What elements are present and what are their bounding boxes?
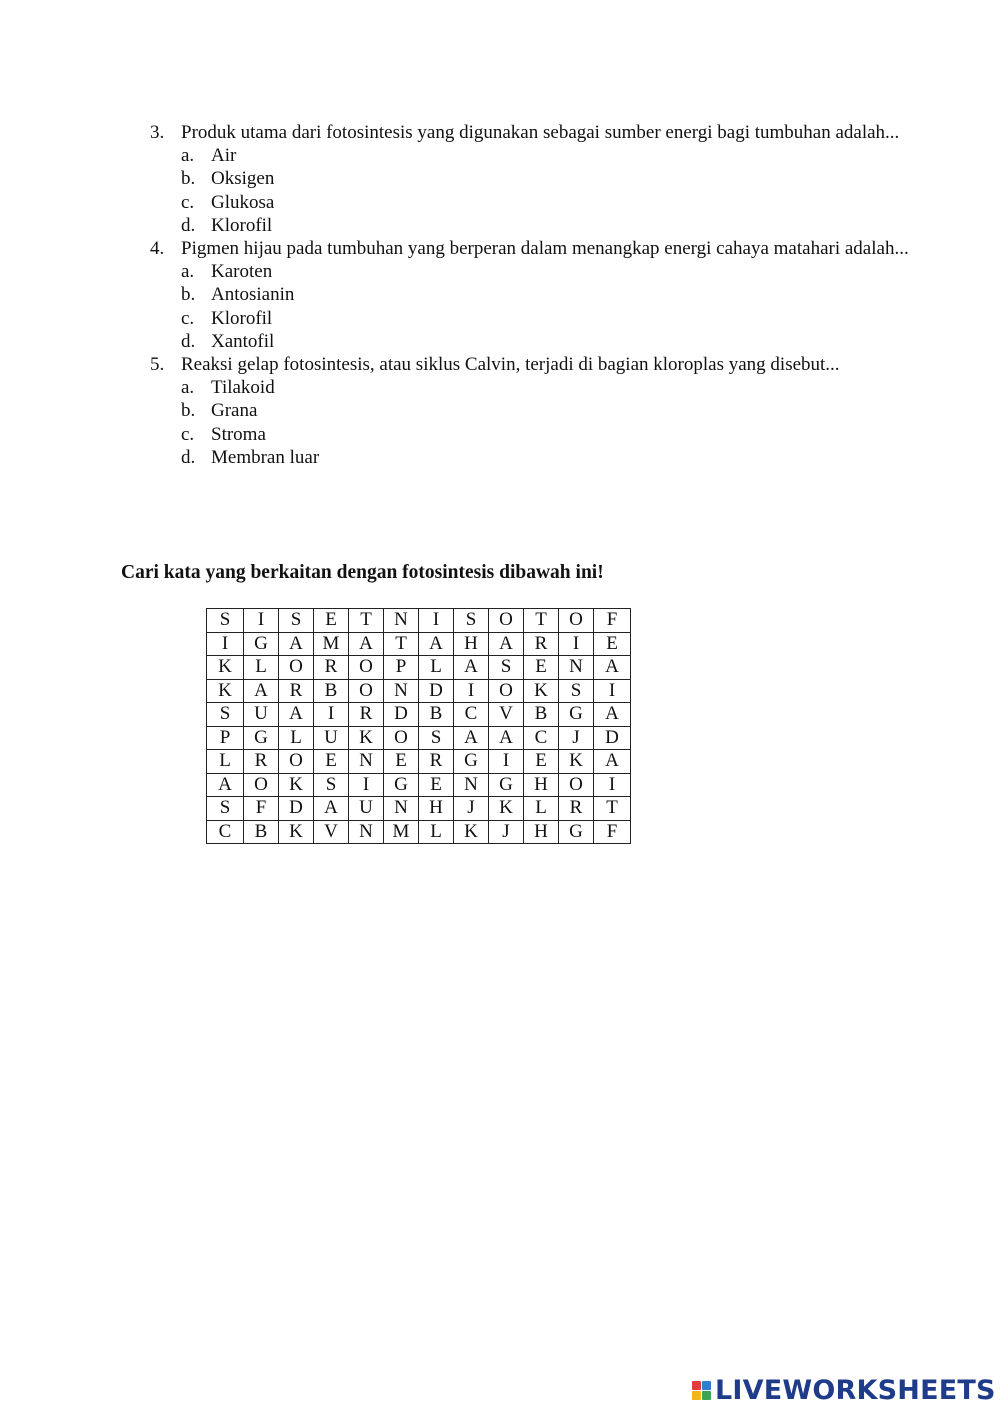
grid-cell[interactable]: K bbox=[454, 820, 489, 844]
grid-cell[interactable]: I bbox=[489, 750, 524, 774]
option-text: Stroma bbox=[211, 423, 266, 445]
grid-cell[interactable]: R bbox=[349, 703, 384, 727]
option-letter: a. bbox=[181, 377, 195, 399]
question-text: Reaksi gelap fotosintesis, atau siklus Calvin, terjadi di bagian kloroplas yang disebut... bbox=[181, 354, 840, 376]
grid-cell[interactable]: O bbox=[489, 679, 524, 703]
grid-cell[interactable]: R bbox=[279, 679, 314, 703]
grid-cell[interactable]: B bbox=[314, 679, 349, 703]
word-search-instruction: Cari kata yang berkaitan dengan fotosintesis dibawah ini! bbox=[121, 562, 604, 583]
grid-cell[interactable]: D bbox=[384, 703, 419, 727]
logo-text: LIVEWORKSHEETS bbox=[715, 1374, 996, 1406]
grid-cell[interactable]: A bbox=[594, 656, 631, 680]
grid-cell[interactable]: N bbox=[384, 797, 419, 821]
answer-option[interactable] bbox=[181, 330, 910, 353]
grid-cell[interactable]: E bbox=[384, 750, 419, 774]
grid-cell[interactable]: S bbox=[489, 656, 524, 680]
grid-cell[interactable]: S bbox=[559, 679, 594, 703]
grid-cell[interactable]: I bbox=[559, 632, 594, 656]
grid-cell[interactable]: L bbox=[419, 656, 454, 680]
grid-cell[interactable]: P bbox=[384, 656, 419, 680]
grid-cell[interactable]: G bbox=[244, 632, 279, 656]
grid-cell[interactable]: O bbox=[279, 750, 314, 774]
grid-row bbox=[207, 703, 631, 727]
grid-cell[interactable]: N bbox=[454, 773, 489, 797]
question-number: 3. bbox=[150, 122, 165, 143]
option-letter: b. bbox=[181, 400, 196, 422]
grid-cell[interactable]: N bbox=[559, 656, 594, 680]
logo-square bbox=[692, 1381, 701, 1390]
answer-option[interactable] bbox=[181, 376, 910, 399]
question-list bbox=[150, 121, 910, 469]
option-text: Xantofil bbox=[211, 330, 275, 352]
grid-cell[interactable]: A bbox=[594, 750, 631, 774]
grid-cell[interactable]: G bbox=[559, 820, 594, 844]
grid-cell[interactable]: C bbox=[207, 820, 244, 844]
grid-cell[interactable]: A bbox=[489, 632, 524, 656]
grid-cell[interactable]: K bbox=[207, 679, 244, 703]
grid-cell[interactable]: T bbox=[349, 609, 384, 633]
grid-cell[interactable]: O bbox=[279, 656, 314, 680]
question-item bbox=[150, 121, 910, 237]
question-number: 5. bbox=[150, 354, 165, 376]
grid-cell[interactable]: G bbox=[244, 726, 279, 750]
grid-cell[interactable]: E bbox=[524, 750, 559, 774]
grid-cell[interactable]: A bbox=[594, 703, 631, 727]
grid-cell[interactable]: L bbox=[207, 750, 244, 774]
answer-option[interactable] bbox=[181, 144, 910, 167]
option-text: Klorofil bbox=[211, 307, 273, 329]
grid-cell[interactable]: I bbox=[244, 609, 279, 633]
grid-row bbox=[207, 679, 631, 703]
option-letter: b. bbox=[181, 168, 196, 190]
grid-cell[interactable]: H bbox=[419, 797, 454, 821]
option-text: Antosianin bbox=[211, 284, 295, 306]
grid-row bbox=[207, 632, 631, 656]
grid-cell[interactable]: J bbox=[454, 797, 489, 821]
grid-cell[interactable]: E bbox=[419, 773, 454, 797]
grid-row bbox=[207, 797, 631, 821]
grid-cell[interactable]: R bbox=[244, 750, 279, 774]
grid-cell[interactable]: A bbox=[454, 726, 489, 750]
logo-square bbox=[692, 1391, 701, 1400]
grid-cell[interactable]: G bbox=[384, 773, 419, 797]
grid-cell[interactable]: K bbox=[279, 820, 314, 844]
grid-cell[interactable]: A bbox=[279, 703, 314, 727]
grid-cell[interactable]: K bbox=[279, 773, 314, 797]
grid-cell[interactable]: N bbox=[349, 750, 384, 774]
logo-mark-icon bbox=[692, 1381, 711, 1400]
question-text: Produk utama dari fotosintesis yang digunakan sebagai sumber energi bagi tumbuhan adalah... bbox=[181, 122, 900, 143]
grid-cell[interactable]: S bbox=[419, 726, 454, 750]
grid-cell[interactable]: G bbox=[454, 750, 489, 774]
grid-cell[interactable]: R bbox=[419, 750, 454, 774]
grid-cell[interactable]: H bbox=[524, 773, 559, 797]
grid-cell[interactable]: B bbox=[419, 703, 454, 727]
grid-cell[interactable]: S bbox=[207, 797, 244, 821]
grid-cell[interactable]: E bbox=[594, 632, 631, 656]
grid-row bbox=[207, 773, 631, 797]
question-number: 4. bbox=[150, 238, 165, 260]
option-letter: b. bbox=[181, 284, 196, 306]
grid-cell[interactable]: U bbox=[314, 726, 349, 750]
grid-cell[interactable]: U bbox=[349, 797, 384, 821]
grid-cell[interactable]: E bbox=[314, 609, 349, 633]
grid-cell[interactable]: D bbox=[594, 726, 631, 750]
option-text: Air bbox=[211, 145, 237, 167]
liveworksheets-logo[interactable] bbox=[692, 1374, 996, 1406]
grid-cell[interactable]: K bbox=[207, 656, 244, 680]
grid-cell[interactable]: I bbox=[594, 679, 631, 703]
grid-cell[interactable]: H bbox=[454, 632, 489, 656]
grid-cell[interactable]: L bbox=[244, 656, 279, 680]
grid-cell[interactable]: K bbox=[559, 750, 594, 774]
grid-cell[interactable]: T bbox=[594, 797, 631, 821]
grid-cell[interactable]: S bbox=[207, 703, 244, 727]
grid-cell[interactable]: K bbox=[349, 726, 384, 750]
answer-option[interactable] bbox=[181, 423, 910, 446]
question-text: Pigmen hijau pada tumbuhan yang berperan dalam menangkap energi cahaya matahari adalah... bbox=[181, 238, 909, 260]
answer-option[interactable] bbox=[181, 283, 910, 306]
option-letter: c. bbox=[181, 423, 195, 445]
grid-cell[interactable]: V bbox=[314, 820, 349, 844]
grid-cell[interactable]: O bbox=[349, 679, 384, 703]
option-text: Oksigen bbox=[211, 168, 275, 190]
grid-cell[interactable]: R bbox=[559, 797, 594, 821]
grid-cell[interactable]: N bbox=[384, 679, 419, 703]
grid-cell[interactable]: O bbox=[384, 726, 419, 750]
grid-cell[interactable]: J bbox=[489, 820, 524, 844]
grid-cell[interactable]: K bbox=[524, 679, 559, 703]
grid-cell[interactable]: F bbox=[594, 609, 631, 633]
answer-option[interactable] bbox=[181, 167, 910, 190]
grid-cell[interactable]: R bbox=[314, 656, 349, 680]
grid-cell[interactable]: D bbox=[279, 797, 314, 821]
grid-cell[interactable]: S bbox=[314, 773, 349, 797]
grid-cell[interactable]: V bbox=[489, 703, 524, 727]
option-letter: d. bbox=[181, 214, 196, 236]
answer-option[interactable] bbox=[181, 260, 910, 283]
grid-cell[interactable]: O bbox=[559, 609, 594, 633]
grid-row bbox=[207, 750, 631, 774]
grid-cell[interactable]: I bbox=[594, 773, 631, 797]
option-letter: c. bbox=[181, 191, 195, 213]
grid-cell[interactable]: S bbox=[279, 609, 314, 633]
grid-cell[interactable]: I bbox=[207, 632, 244, 656]
logo-square bbox=[702, 1381, 711, 1390]
logo-square bbox=[702, 1391, 711, 1400]
grid-cell[interactable]: A bbox=[349, 632, 384, 656]
grid-cell[interactable]: A bbox=[279, 632, 314, 656]
grid-cell[interactable]: O bbox=[489, 609, 524, 633]
option-text: Grana bbox=[211, 400, 258, 422]
grid-cell[interactable]: J bbox=[559, 726, 594, 750]
grid-cell[interactable]: R bbox=[524, 632, 559, 656]
grid-cell[interactable]: I bbox=[314, 703, 349, 727]
grid-cell[interactable]: G bbox=[559, 703, 594, 727]
answer-option[interactable] bbox=[181, 446, 910, 469]
option-letter: a. bbox=[181, 261, 195, 283]
grid-cell[interactable]: M bbox=[314, 632, 349, 656]
grid-cell[interactable]: B bbox=[244, 820, 279, 844]
grid-cell[interactable]: I bbox=[454, 679, 489, 703]
grid-cell[interactable]: A bbox=[489, 726, 524, 750]
grid-cell[interactable]: A bbox=[419, 632, 454, 656]
grid-cell[interactable]: C bbox=[524, 726, 559, 750]
grid-cell[interactable]: O bbox=[244, 773, 279, 797]
grid-cell[interactable]: G bbox=[489, 773, 524, 797]
answer-option[interactable] bbox=[181, 191, 910, 214]
grid-cell[interactable]: M bbox=[384, 820, 419, 844]
grid-cell[interactable]: P bbox=[207, 726, 244, 750]
grid-cell[interactable]: L bbox=[279, 726, 314, 750]
grid-cell[interactable]: O bbox=[349, 656, 384, 680]
grid-cell[interactable]: E bbox=[314, 750, 349, 774]
grid-cell[interactable]: T bbox=[524, 609, 559, 633]
grid-cell[interactable]: C bbox=[454, 703, 489, 727]
grid-cell[interactable]: T bbox=[384, 632, 419, 656]
answer-option[interactable] bbox=[181, 399, 910, 422]
grid-cell[interactable]: H bbox=[524, 820, 559, 844]
option-text: Membran luar bbox=[211, 446, 320, 468]
grid-cell[interactable]: N bbox=[384, 609, 419, 633]
grid-cell[interactable]: D bbox=[419, 679, 454, 703]
grid-cell[interactable]: I bbox=[349, 773, 384, 797]
grid-cell[interactable]: F bbox=[594, 820, 631, 844]
question-item bbox=[150, 353, 910, 469]
grid-row bbox=[207, 609, 631, 633]
answer-option[interactable] bbox=[181, 307, 910, 330]
grid-cell[interactable]: S bbox=[454, 609, 489, 633]
grid-cell[interactable]: N bbox=[349, 820, 384, 844]
grid-cell[interactable]: A bbox=[314, 797, 349, 821]
question-item bbox=[150, 237, 910, 353]
option-letter: d. bbox=[181, 446, 196, 468]
grid-row bbox=[207, 656, 631, 680]
grid-cell[interactable]: I bbox=[419, 609, 454, 633]
option-text: Tilakoid bbox=[211, 377, 275, 399]
answer-option[interactable] bbox=[181, 214, 910, 237]
grid-cell[interactable]: E bbox=[524, 656, 559, 680]
grid-cell[interactable]: S bbox=[207, 609, 244, 633]
option-letter: d. bbox=[181, 330, 196, 352]
grid-row bbox=[207, 820, 631, 844]
grid-row bbox=[207, 726, 631, 750]
grid-cell[interactable]: B bbox=[524, 703, 559, 727]
grid-cell[interactable]: F bbox=[244, 797, 279, 821]
grid-cell[interactable]: L bbox=[524, 797, 559, 821]
option-letter: a. bbox=[181, 145, 195, 167]
grid-cell[interactable]: A bbox=[454, 656, 489, 680]
grid-cell[interactable]: A bbox=[244, 679, 279, 703]
option-text: Glukosa bbox=[211, 191, 275, 213]
grid-cell[interactable]: O bbox=[559, 773, 594, 797]
option-text: Klorofil bbox=[211, 214, 273, 236]
grid-cell[interactable]: A bbox=[207, 773, 244, 797]
word-search-grid bbox=[206, 608, 631, 844]
option-letter: c. bbox=[181, 307, 195, 329]
grid-cell[interactable]: U bbox=[244, 703, 279, 727]
grid-cell[interactable]: L bbox=[419, 820, 454, 844]
grid-cell[interactable]: K bbox=[489, 797, 524, 821]
option-text: Karoten bbox=[211, 261, 273, 283]
